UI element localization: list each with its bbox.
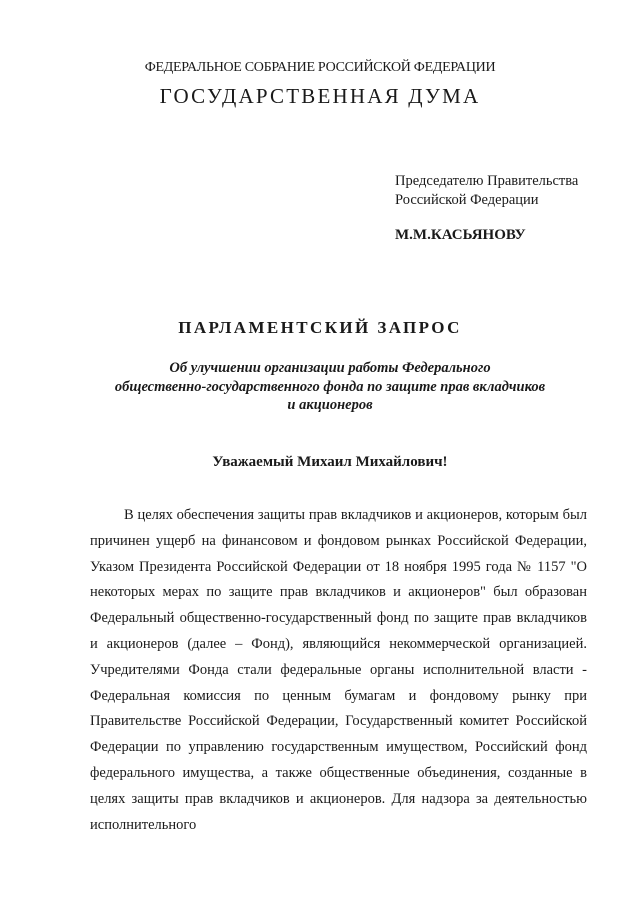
document-title: ПАРЛАМЕНТСКИЙ ЗАПРОС: [178, 318, 462, 337]
addressee-line-1: Председателю Правительства: [395, 173, 579, 189]
addressee-line-2: Российской Федерации: [395, 192, 539, 208]
chamber-title: ГОСУДАРСТВЕННАЯ ДУМА: [159, 84, 481, 108]
subject-line-3: и акционеров: [287, 397, 373, 413]
subject-line-1: Об улучшении организации работы Федерального: [169, 360, 491, 376]
addressee-name: М.М.КАСЬЯНОВУ: [395, 227, 526, 243]
salutation: Уважаемый Михаил Михайлович!: [212, 454, 448, 470]
addressee-block: [395, 172, 578, 210]
organization-line: ФЕДЕРАЛЬНОЕ СОБРАНИЕ РОССИЙСКОЙ ФЕДЕРАЦИИ: [144, 60, 496, 75]
body-paragraph: В целях обеспечения защиты прав вкладчиков и акционеров, которым был причинен ущерб на финансовом и фондовом рынках Российской Федерации, Указом Президента Российской Федерации от 18 ноября 1995 года № 1157 "О некоторых мерах по защите прав вкладчиков и акционеров" был образован Федеральный общественно-государственный фонд по защите прав вкладчиков и акционеров (далее – Фонд), являющийся некоммерческой организацией. Учредителями Фонда стали федеральные органы исполнительной власти - Федеральная комиссия по ценным бумагам и фондовому рынку при Правительстве Российской Федерации, Государственный комитет Российской Федерации по управлению государственным имуществом, Российский фонд федерального имущества, а также общественные объединения, созданные в целях защиты прав вкладчиков и акционеров. Для надзора за деятельностью исполнительного: [90, 507, 587, 833]
subject-line-2: общественно-государственного фонда по защите прав вкладчиков: [114, 378, 546, 395]
document-subject: [100, 359, 560, 415]
